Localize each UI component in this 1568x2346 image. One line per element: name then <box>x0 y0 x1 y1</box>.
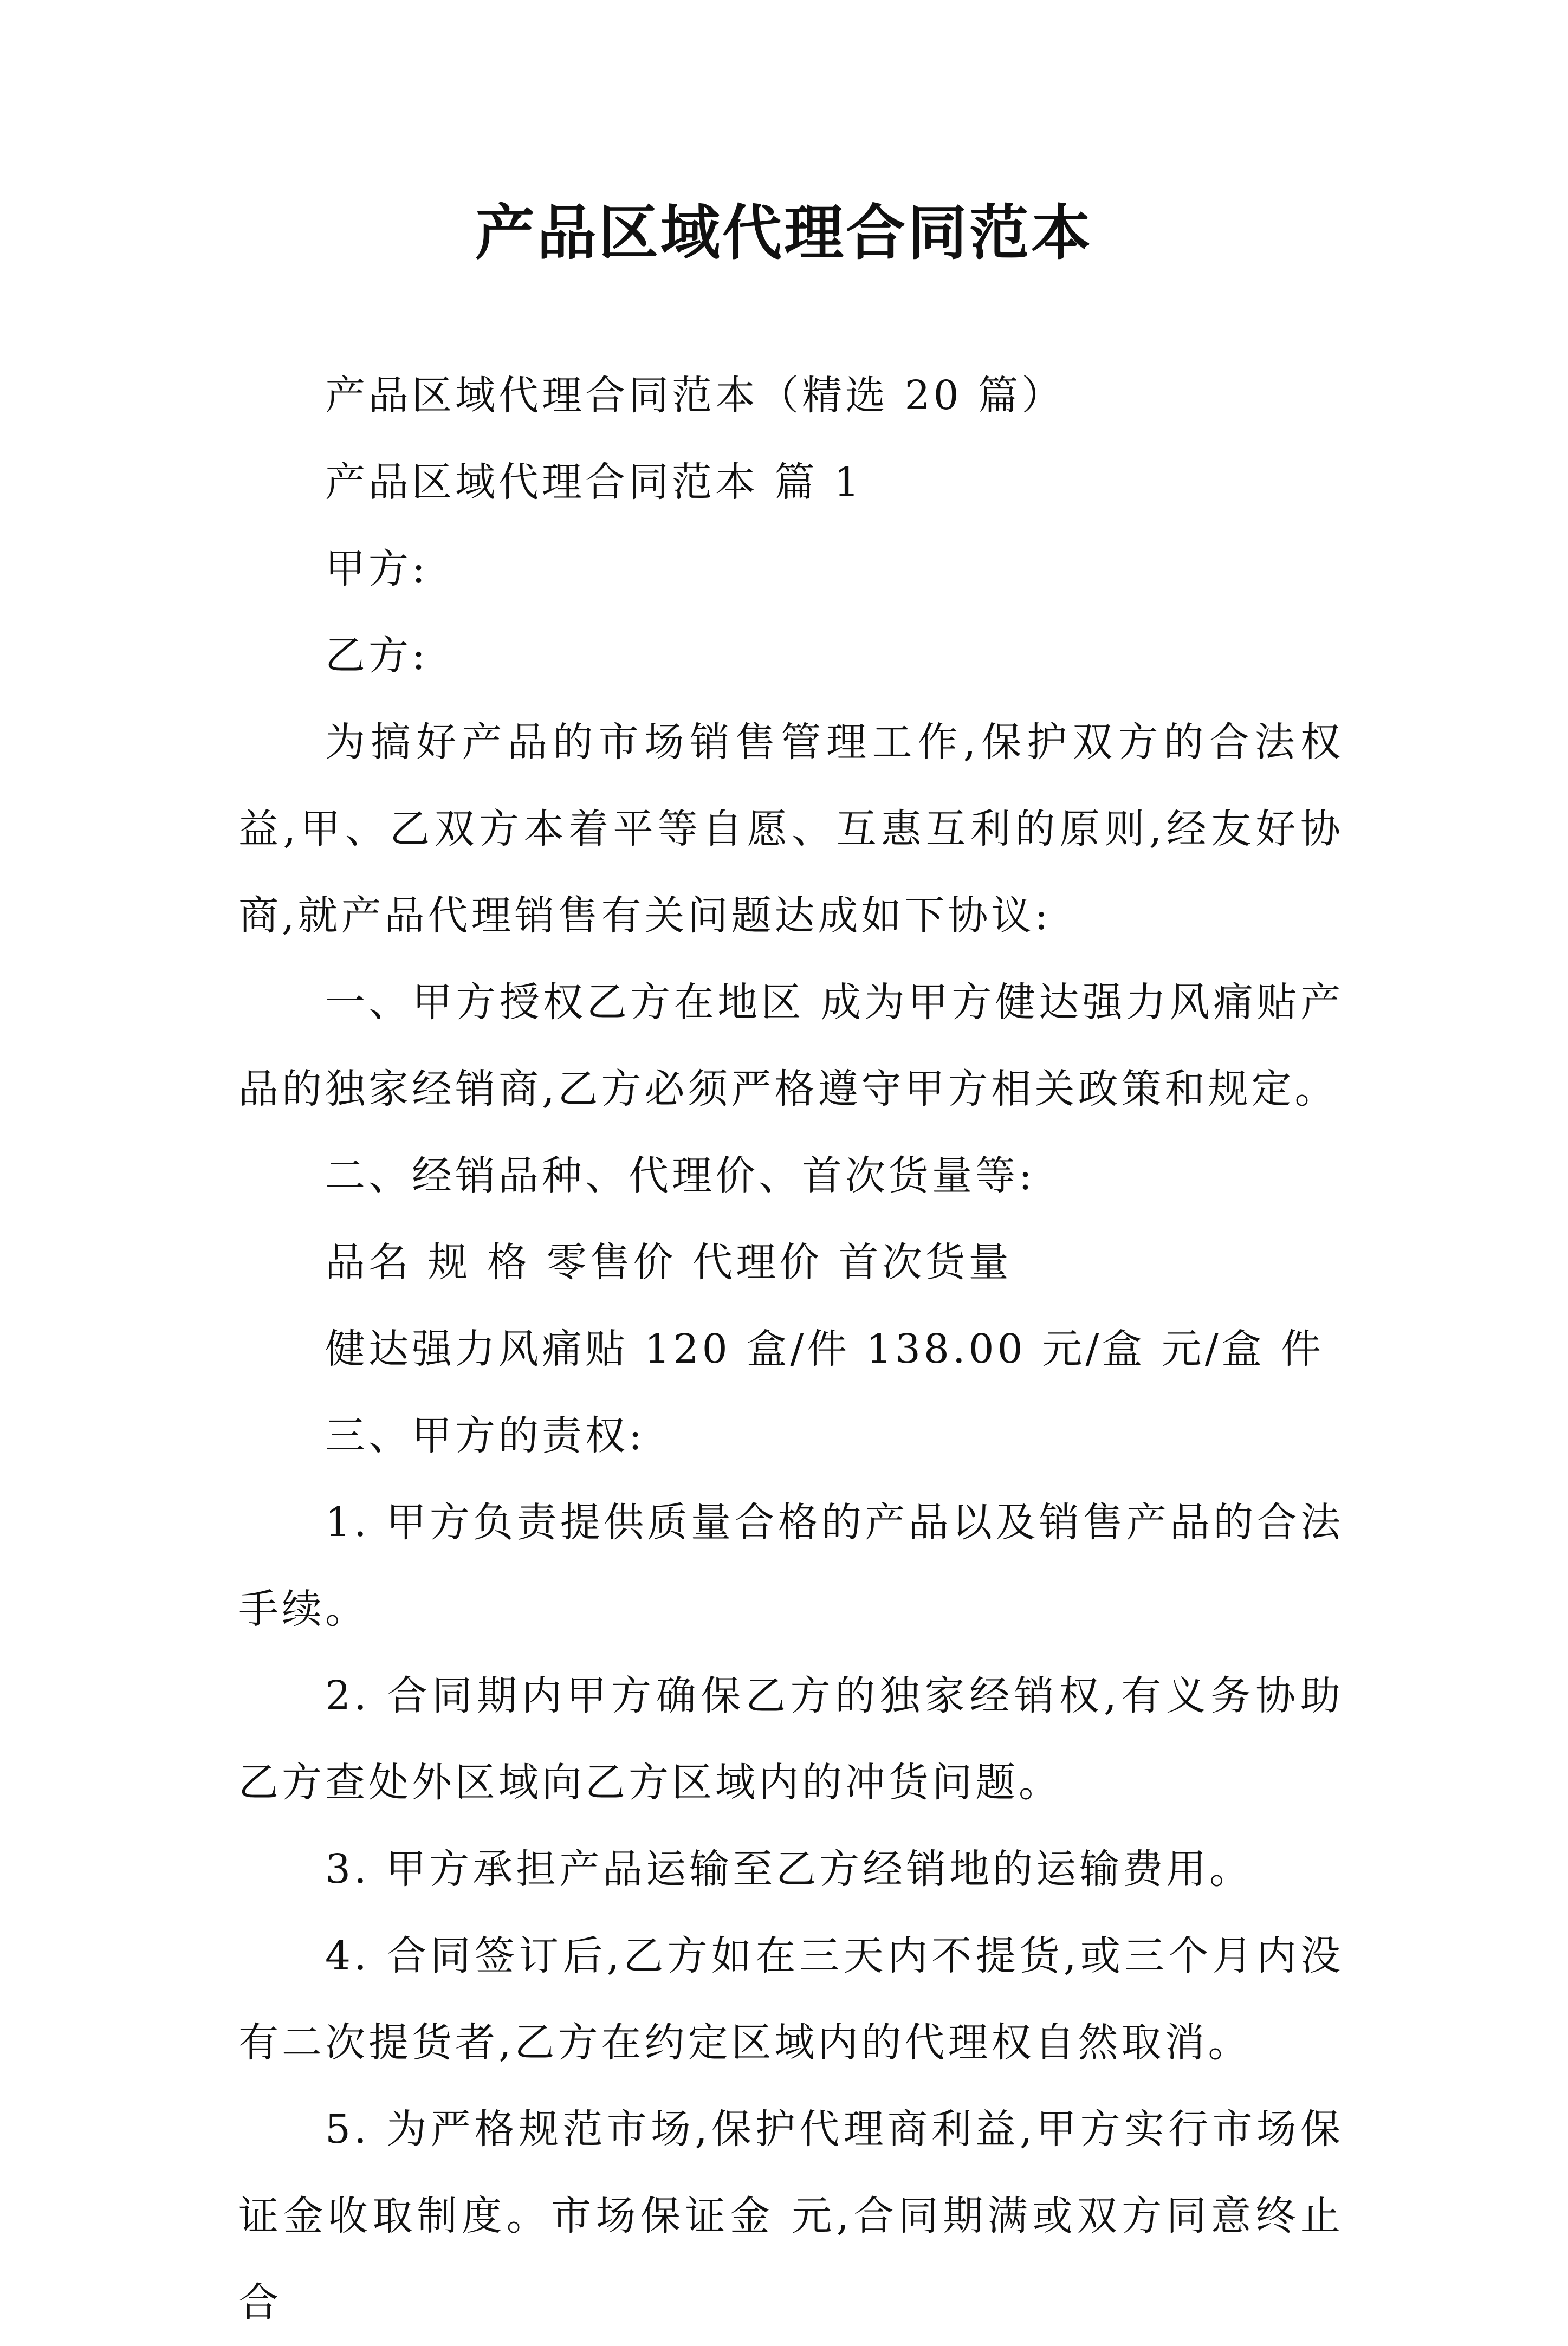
paragraph-clause-3: 三、甲方的责权: <box>325 1412 645 1459</box>
paragraph-clause-1: 一、甲方授权乙方在地区 成为甲方健达强力风痛贴产品的独家经销商,乙方必须严格遵守甲方相关政策和规定。 <box>238 979 1344 1112</box>
paragraph-item-5: 5. 为严格规范市场,保护代理商利益,甲方实行市场保证金收取制度。市场保证金 元,合同期满或双方同意终止合 <box>238 2106 1344 2326</box>
paragraph-item-2: 2. 合同期内甲方确保乙方的独家经销权,有义务协助乙方查处外区域向乙方区域内的冲货问题。 <box>238 1673 1344 1806</box>
paragraph-item-3: 3. 甲方承担产品运输至乙方经销地的运输费用。 <box>325 1846 1253 1893</box>
paragraph-product-row: 健达强力风痛贴 120 盒/件 138.00 元/盒 元/盒 件 <box>325 1326 1325 1372</box>
paragraph-clause-2: 二、经销品种、代理价、首次货量等: <box>325 1152 1035 1199</box>
paragraph-subtitle: 产品区域代理合同范本（精选 20 篇） <box>325 372 1065 419</box>
document-title: 产品区域代理合同范本 <box>475 198 1093 268</box>
paragraph-product-header: 品名 规 格 零售价 代理价 首次货量 <box>325 1239 1012 1286</box>
paragraph-item-4: 4. 合同签订后,乙方如在三天内不提货,或三个月内没有二次提货者,乙方在约定区域内的代理权自然取消。 <box>238 1933 1344 2066</box>
paragraph-party-b: 乙方: <box>325 632 429 679</box>
paragraph-party-a: 甲方: <box>325 546 429 592</box>
paragraph-section-heading: 产品区域代理合同范本 篇 1 <box>325 459 863 506</box>
document-body <box>238 352 1344 2346</box>
paragraph-item-1: 1. 甲方负责提供质量合格的产品以及销售产品的合法手续。 <box>238 1499 1344 1632</box>
paragraph-preamble: 为搞好产品的市场销售管理工作,保护双方的合法权益,甲、乙双方本着平等自愿、互惠互利的原则,经友好协商,就产品代理销售有关问题达成如下协议: <box>238 719 1344 939</box>
